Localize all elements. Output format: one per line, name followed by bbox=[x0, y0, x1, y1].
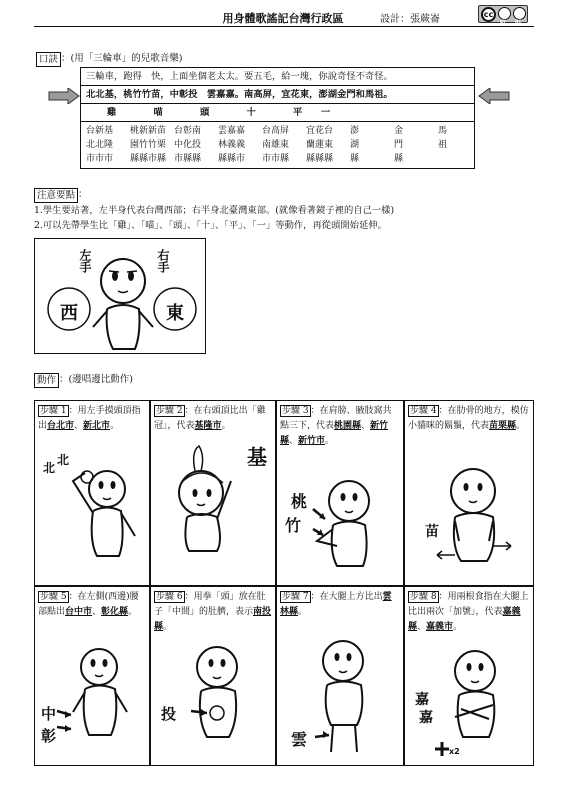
arrow-right-icon bbox=[48, 88, 80, 104]
koujue-label: 口訣 bbox=[36, 52, 61, 67]
koujue-heading bbox=[36, 52, 182, 67]
draw-char: 苗 bbox=[425, 524, 439, 540]
grid-cell: 縣 bbox=[350, 154, 360, 164]
sep: 、 bbox=[361, 421, 371, 431]
grid-cell: 台新基 bbox=[86, 126, 114, 136]
step-label: 步驟 5 bbox=[40, 592, 67, 602]
lyrics-line-2: 北北基，桃竹竹苗，中彰投 雲嘉嘉。南高屏，宜花東，澎湖金門和馬祖。 bbox=[81, 86, 474, 104]
grid-cell bbox=[438, 152, 482, 166]
county-name: 雲林縣 bbox=[280, 592, 392, 617]
grid-cell: 金 bbox=[394, 126, 404, 136]
step-label: 步驟 7 bbox=[282, 592, 309, 602]
step-desc: ：在大腿上方比出 bbox=[310, 592, 383, 602]
step-7-card bbox=[276, 586, 404, 766]
step-label: 步驟 6 bbox=[156, 592, 183, 602]
grid-cell: 縣縣縣 bbox=[306, 154, 334, 164]
county-name: 新竹縣 bbox=[280, 421, 389, 446]
county-name: 基隆市 bbox=[194, 421, 222, 431]
lyrics-line-3: 雞 喵 頭 十 平 一 bbox=[81, 104, 474, 122]
grid-cell: 馬 bbox=[438, 126, 448, 136]
period: 。 bbox=[298, 607, 308, 617]
grid-cell: 園竹竹栗 bbox=[130, 140, 167, 150]
county-name: 桃園縣 bbox=[334, 421, 362, 431]
grid-cell: 中化投 bbox=[174, 140, 202, 150]
draw-char: 桃 bbox=[291, 492, 308, 511]
actions-label: 動作 bbox=[34, 373, 59, 388]
lyrics-box bbox=[80, 67, 475, 169]
by-text: BY bbox=[500, 19, 506, 24]
step-desc: ：在右頭頂比出「雞冠」，代表 bbox=[154, 406, 266, 431]
county-name: 嘉義縣 bbox=[408, 607, 521, 632]
county-grid bbox=[81, 122, 474, 168]
step-desc: ：在肩膀、腋肢窩共點三下，代表 bbox=[280, 406, 392, 431]
draw-char: 投 bbox=[161, 705, 177, 723]
sep: 、 bbox=[92, 607, 102, 617]
period: 。 bbox=[516, 421, 526, 431]
east-label: 東 bbox=[166, 303, 184, 324]
step-1-illustration bbox=[35, 401, 150, 586]
period: 。 bbox=[453, 622, 463, 632]
draw-char: 雲 bbox=[291, 730, 308, 749]
county-name: 南投縣 bbox=[154, 607, 272, 632]
step-4-illustration bbox=[405, 401, 534, 586]
draw-char: 彰 bbox=[41, 727, 57, 745]
step-1-card bbox=[34, 400, 150, 586]
step-5-card bbox=[34, 586, 150, 766]
grid-cell: 林義義 bbox=[218, 140, 246, 150]
county-name: 台北市 bbox=[47, 421, 75, 431]
step-desc: ：用兩根食指在大腿上比出兩次「加號」，代表 bbox=[408, 592, 529, 617]
orientation-figure bbox=[34, 238, 206, 354]
grid-cell: 祖 bbox=[438, 140, 448, 150]
grid-cell: 台高屏 bbox=[262, 126, 290, 136]
notes-colon: ： bbox=[78, 189, 88, 200]
step-3-card bbox=[276, 400, 404, 586]
grid-cell: 縣縣市 bbox=[218, 154, 246, 164]
period: 。 bbox=[325, 436, 335, 446]
page-title: 用身體歌謠記台灣行政區 bbox=[222, 12, 344, 25]
period: 。 bbox=[128, 607, 138, 617]
grid-cell: 雲嘉嘉 bbox=[218, 126, 246, 136]
step-6-card bbox=[150, 586, 276, 766]
koujue-note: ：(用「三輪車」的兒歌音樂) bbox=[61, 53, 183, 64]
arrow-left-icon bbox=[478, 88, 510, 104]
step-2-illustration bbox=[151, 401, 276, 586]
period: 。 bbox=[221, 421, 231, 431]
step-desc: ：用拳「頭」放在肚子「中間」的肚臍，表示 bbox=[154, 592, 266, 617]
header-divider bbox=[34, 26, 534, 27]
actions-note: ：(邊唱邊比動作) bbox=[59, 374, 133, 385]
step-label: 步驟 3 bbox=[282, 406, 309, 416]
county-name: 新竹市 bbox=[298, 436, 326, 446]
notes-heading bbox=[34, 188, 88, 203]
lyrics-line-1: 三輪車，跑得 快，上面坐個老太太。要五毛，給一塊，你說奇怪不奇怪。 bbox=[81, 68, 474, 86]
draw-char: 北 bbox=[43, 461, 56, 475]
grid-cell: 縣縣市縣 bbox=[130, 154, 167, 164]
grid-cell: 市市縣 bbox=[262, 154, 290, 164]
draw-char: 基 bbox=[247, 445, 267, 469]
draw-char: x2 bbox=[449, 747, 460, 756]
step-8-card bbox=[404, 586, 534, 766]
grid-cell: 宜花台 bbox=[306, 126, 334, 136]
actions-heading bbox=[34, 373, 133, 388]
draw-char: 嘉 bbox=[419, 710, 433, 726]
cc-license-badge[interactable] bbox=[478, 5, 528, 23]
step-desc: ：在左側(西邊)腰部點出 bbox=[38, 592, 139, 617]
draw-char: 中 bbox=[41, 705, 57, 723]
step-4-card bbox=[404, 400, 534, 586]
grid-cell: 市縣縣 bbox=[174, 154, 202, 164]
cc-icon: cc bbox=[481, 7, 496, 22]
sep: 、 bbox=[289, 436, 299, 446]
nc-text: NC bbox=[515, 19, 522, 24]
step-label: 步驟 2 bbox=[156, 406, 183, 416]
grid-cell: 台彰南 bbox=[174, 126, 202, 136]
sep: 、 bbox=[417, 622, 427, 632]
step-2-card bbox=[150, 400, 276, 586]
grid-cell: 北北隆 bbox=[86, 140, 114, 150]
county-name: 新北市 bbox=[83, 421, 111, 431]
county-name: 嘉義市 bbox=[426, 622, 454, 632]
grid-cell: 澎 bbox=[350, 126, 360, 136]
grid-cell: 縣 bbox=[394, 154, 404, 164]
notes-label: 注意要點 bbox=[34, 188, 78, 203]
county-name: 苗栗縣 bbox=[489, 421, 517, 431]
period: 。 bbox=[163, 622, 173, 632]
grid-cell: 市市市 bbox=[86, 154, 114, 164]
step-label: 步驟 4 bbox=[410, 406, 437, 416]
west-label: 西 bbox=[60, 303, 78, 324]
draw-char: 竹 bbox=[285, 516, 302, 535]
step-6-illustration bbox=[151, 587, 276, 766]
step-8-illustration bbox=[405, 587, 534, 766]
designer-credit: 設計：張蕨崙 bbox=[380, 14, 440, 25]
draw-char: 北 bbox=[57, 453, 70, 467]
step-desc: ：在肋骨的地方，模仿小貓咪的鬍鬚，代表 bbox=[408, 406, 529, 431]
grid-cell: 湖 bbox=[350, 140, 360, 150]
note-item-2: 2.可以先帶學生比「雞」、「喵」、「頭」、「十」、「平」、「一」等動作，再從頭開始延伸。 bbox=[34, 220, 387, 231]
grid-cell: 門 bbox=[394, 140, 404, 150]
grid-cell: 蘭蓮東 bbox=[306, 140, 334, 150]
step-desc: ：用左手摸頭頂指出 bbox=[38, 406, 141, 431]
county-name: 彰化縣 bbox=[101, 607, 129, 617]
sep: 、 bbox=[74, 421, 84, 431]
period: 。 bbox=[110, 421, 120, 431]
county-name: 台中市 bbox=[65, 607, 93, 617]
left-hand-label: 左手 bbox=[78, 249, 92, 273]
draw-char: 嘉 bbox=[415, 692, 429, 708]
step-label: 步驟 1 bbox=[40, 406, 67, 416]
note-item-1: 1.學生要站著，左半身代表台灣西部；右半身北臺灣東部。(就像看著鏡子裡的自己一樣) bbox=[34, 205, 395, 216]
grid-cell: 桃新新苗 bbox=[130, 126, 167, 136]
grid-cell: 南雄東 bbox=[262, 140, 290, 150]
step-label: 步驟 8 bbox=[410, 592, 437, 602]
right-hand-label: 右手 bbox=[156, 249, 170, 273]
